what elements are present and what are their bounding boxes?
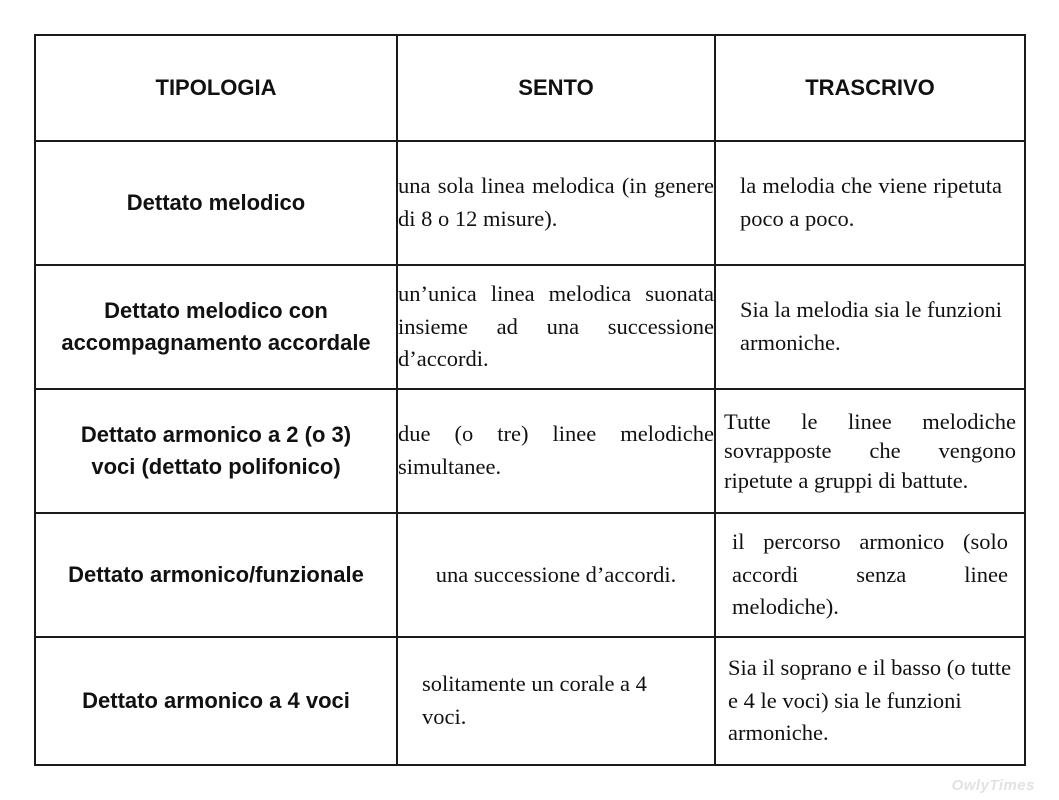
trascrivo-text: Sia il soprano e il basso (o tutte e 4 le voci) sia le funzioni armoniche. <box>728 655 1012 746</box>
table-row <box>35 141 1025 265</box>
trascrivo-cell <box>715 265 1025 389</box>
trascrivo-cell <box>715 389 1025 513</box>
sento-cell <box>397 141 715 265</box>
sento-cell <box>397 265 715 389</box>
sento-text: una sola linea melodica (in genere di 8 o 12 misure). <box>398 173 714 231</box>
sento-text: solitamente un corale a 4 voci. <box>422 671 647 729</box>
tipologia-cell <box>35 637 397 765</box>
header-tipologia: TIPOLOGIA <box>35 35 397 141</box>
trascrivo-text: Tutte le linee melodiche sovrapposte che vengono ripetute a gruppi di battute. <box>724 409 1016 493</box>
table-row <box>35 265 1025 389</box>
trascrivo-cell <box>715 513 1025 637</box>
tipologia-cell <box>35 389 397 513</box>
trascrivo-text: la melodia che viene ripetuta poco a poco. <box>740 173 1002 231</box>
tipologia-cell <box>35 513 397 637</box>
tipologia-text: Dettato melodico <box>126 190 306 216</box>
tipologia-cell <box>35 265 397 389</box>
watermark-logo: OwlyTimes <box>951 777 1035 794</box>
sento-text: un’unica linea melodica suonata insieme ad una successione d’accordi. <box>398 281 714 372</box>
sento-cell <box>397 637 715 765</box>
header-sento: SENTO <box>397 35 715 141</box>
tipologia-text: Dettato armonico a 4 voci <box>82 688 350 714</box>
table-row <box>35 637 1025 765</box>
tipologia-text: Dettato armonico a 2 (o 3) voci (dettato polifonico) <box>80 422 352 479</box>
sento-cell <box>397 513 715 637</box>
tipologia-text: Dettato melodico con accompagnamento accordale <box>61 298 371 355</box>
trascrivo-cell <box>715 637 1025 765</box>
trascrivo-text: Sia la melodia sia le funzioni armoniche. <box>740 297 1002 355</box>
trascrivo-cell <box>715 141 1025 265</box>
tipologia-text: Dettato armonico/funzionale <box>68 562 364 588</box>
dictation-types-table <box>34 34 1026 766</box>
sento-cell <box>397 389 715 513</box>
header-trascrivo: TRASCRIVO <box>715 35 1025 141</box>
table-row <box>35 389 1025 513</box>
table-header-row <box>35 35 1025 141</box>
table-row <box>35 513 1025 637</box>
sento-text: due (o tre) linee melodiche simultanee. <box>398 421 714 479</box>
sento-text: una successione d’accordi. <box>435 561 677 587</box>
trascrivo-text: il percorso armonico (solo accordi senza linee melodiche). <box>732 529 1008 620</box>
tipologia-cell <box>35 141 397 265</box>
